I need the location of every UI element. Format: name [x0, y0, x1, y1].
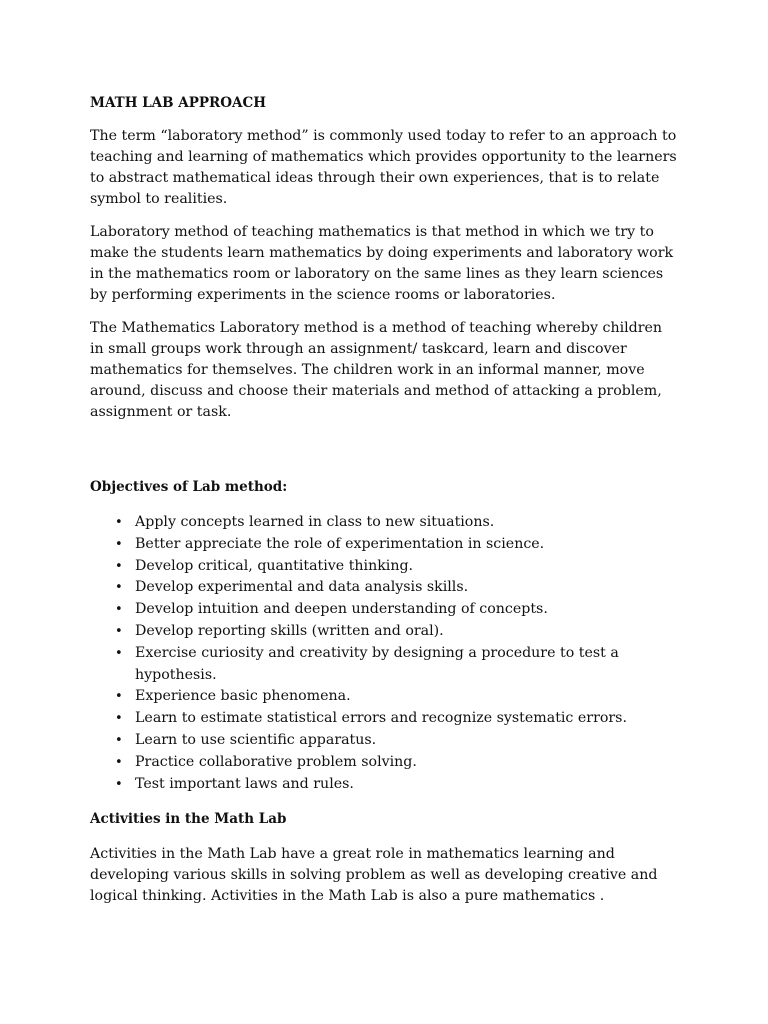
- bullet-icon: •: [115, 732, 123, 748]
- activities-paragraph: Activities in the Math Lab have a great role in mathematics learning and developing various skills in solving problem as well as developing creative and logical thinking. Activities in the Math Lab is also a pure mathematics .: [90, 846, 658, 905]
- bullet-icon: •: [115, 645, 123, 661]
- bullet-icon: •: [115, 754, 123, 770]
- list-item: [90, 708, 680, 730]
- bullet-icon: •: [115, 558, 123, 574]
- list-item-text: Develop reporting skills (written and oral).: [135, 622, 444, 639]
- list-item-text: Learn to estimate statistical errors and recognize systematic errors.: [135, 710, 627, 727]
- list-item: [90, 556, 680, 578]
- list-item: [90, 577, 680, 599]
- bullet-icon: •: [115, 776, 123, 792]
- bullet-icon: •: [115, 689, 123, 705]
- bullet-icon: •: [115, 711, 123, 727]
- bullet-icon: •: [115, 602, 123, 618]
- list-item-text: Apply concepts learned in class to new situations.: [135, 514, 495, 530]
- bullet-icon: •: [115, 536, 123, 552]
- list-item: [90, 621, 680, 643]
- list-item: [90, 512, 680, 534]
- list-item-text: Learn to use scientific apparatus.: [135, 731, 377, 748]
- laboratory-method-paragraph: Laboratory method of teaching mathematics is that method in which we try to make the students learn mathematics by doing experiments and laboratory work in the mathematics room or laboratory on the same lines as they learn sciences by performing experiments in the science rooms or laboratories.: [90, 224, 674, 303]
- list-item-text: Develop intuition and deepen understanding of concepts.: [135, 601, 548, 618]
- document-title: MATH LAB APPROACH: [90, 95, 266, 111]
- list-item: [90, 774, 680, 796]
- section-spacer: [90, 435, 680, 478]
- list-item: [90, 599, 680, 621]
- objectives-list: [90, 512, 680, 795]
- bullet-icon: •: [115, 580, 123, 596]
- intro-paragraph: The term “laboratory method” is commonly used today to refer to an approach to teaching and learning of mathematics which provides opportunity to the learners to abstract mathematical ideas through their own experiences, that is to relate symbol to realities.: [90, 128, 677, 207]
- list-item-text: Exercise curiosity and creativity by designing a procedure to test a hypothesis.: [135, 644, 619, 683]
- list-item-text: Develop critical, quantitative thinking.: [135, 557, 414, 574]
- list-item: [90, 534, 680, 556]
- list-item: [90, 643, 680, 687]
- activities-heading: Activities in the Math Lab: [90, 811, 287, 828]
- list-item: [90, 686, 680, 708]
- list-item-text: Test important laws and rules.: [135, 775, 354, 792]
- list-item-text: Experience basic phenomena.: [135, 688, 351, 705]
- bullet-icon: •: [115, 623, 123, 639]
- list-item-text: Develop experimental and data analysis skills.: [135, 579, 469, 596]
- list-item: [90, 730, 680, 752]
- document-page: [90, 94, 680, 919]
- list-item-text: Better appreciate the role of experimentation in science.: [135, 535, 545, 552]
- mathematics-laboratory-paragraph: The Mathematics Laboratory method is a method of teaching whereby children in small groups work through an assignment/ taskcard, learn and discover mathematics for themselves. The children work in an informal manner, move around, discuss and choose their materials and method of attacking a problem, assignment or task.: [90, 320, 663, 420]
- list-item: [90, 752, 680, 774]
- bullet-icon: •: [115, 515, 123, 530]
- objectives-heading: Objectives of Lab method:: [90, 479, 288, 495]
- list-item-text: Practice collaborative problem solving.: [135, 753, 417, 770]
